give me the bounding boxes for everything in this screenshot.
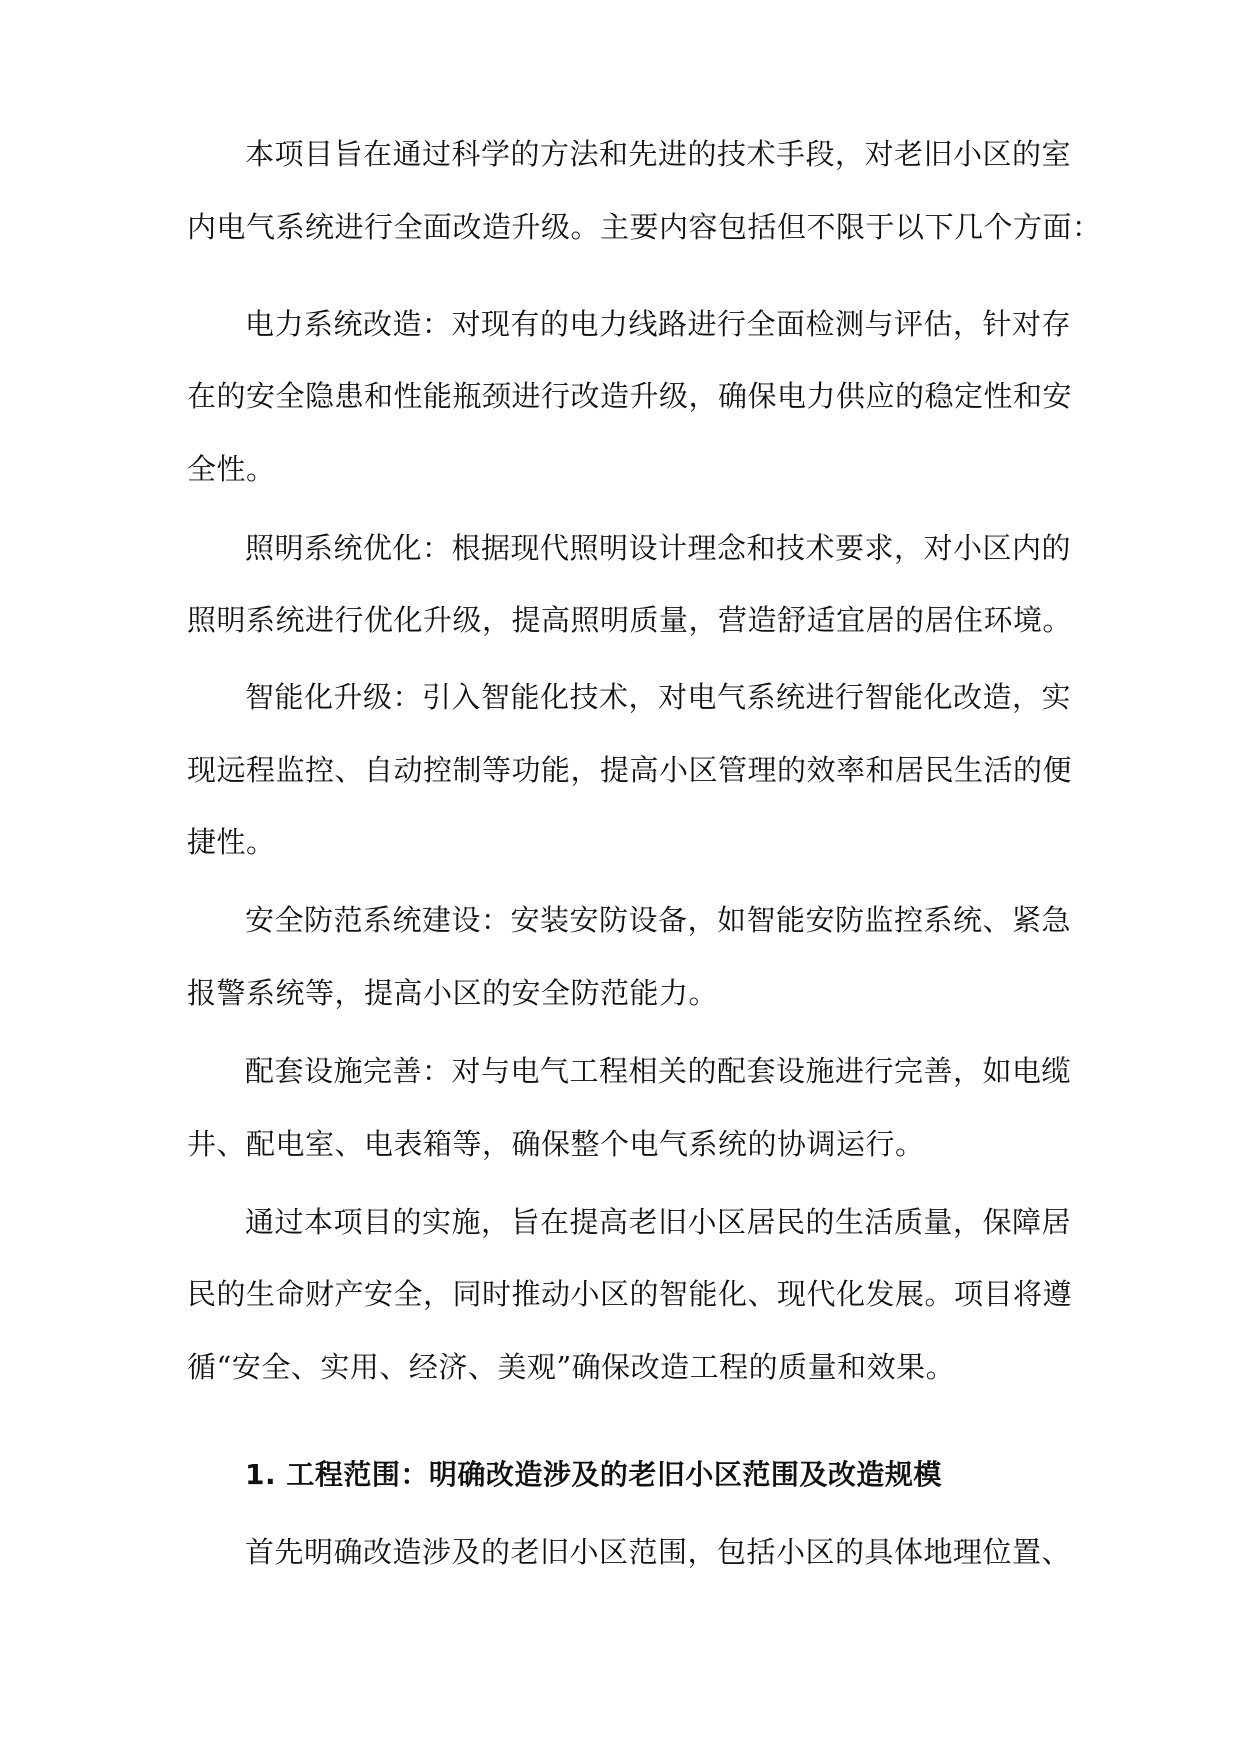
paragraph-line: 民的生命财产安全，同时推动小区的智能化、现代化发展。项目将遵: [187, 1277, 1073, 1311]
paragraph-line: 本项目旨在通过科学的方法和先进的技术手段，对老旧小区的室: [245, 137, 1072, 171]
paragraph-line: 全性。: [187, 452, 276, 486]
paragraph-line: 报警系统等，提高小区的安全防范能力。: [187, 976, 719, 1010]
paragraph-line: 安全防范系统建设：安装安防设备，如智能安防监控系统、紧急: [245, 903, 1072, 937]
paragraph-line: 电力系统改造：对现有的电力线路进行全面检测与评估，针对存: [245, 307, 1072, 341]
paragraph-line: 智能化升级：引入智能化技术，对电气系统进行智能化改造，实: [245, 680, 1072, 714]
paragraph-line: 在的安全隐患和性能瓶颈进行改造升级，确保电力供应的稳定性和安: [187, 379, 1073, 413]
section-heading: 1. 工程范围：明确改造涉及的老旧小区范围及改造规模: [245, 1458, 942, 1491]
paragraph-line: 循“安全、实用、经济、美观”确保改造工程的质量和效果。: [187, 1350, 956, 1384]
paragraph-line: 内电气系统进行全面改造升级。主要内容包括但不限于以下几个方面：: [187, 210, 1102, 244]
paragraph-line: 照明系统优化：根据现代照明设计理念和技术要求，对小区内的: [245, 531, 1072, 565]
paragraph-line: 通过本项目的实施，旨在提高老旧小区居民的生活质量，保障居: [245, 1205, 1072, 1239]
paragraph-line: 井、配电室、电表箱等，确保整个电气系统的协调运行。: [187, 1127, 925, 1161]
paragraph-line: 照明系统进行优化升级，提高照明质量，营造舒适宜居的居住环境。: [187, 603, 1073, 637]
paragraph-line: 首先明确改造涉及的老旧小区范围，包括小区的具体地理位置、: [245, 1535, 1072, 1569]
paragraph-line: 捷性。: [187, 825, 276, 859]
paragraph-line: 现远程监控、自动控制等功能，提高小区管理的效率和居民生活的便: [187, 753, 1073, 787]
paragraph-line: 配套设施完善：对与电气工程相关的配套设施进行完善，如电缆: [245, 1054, 1072, 1088]
